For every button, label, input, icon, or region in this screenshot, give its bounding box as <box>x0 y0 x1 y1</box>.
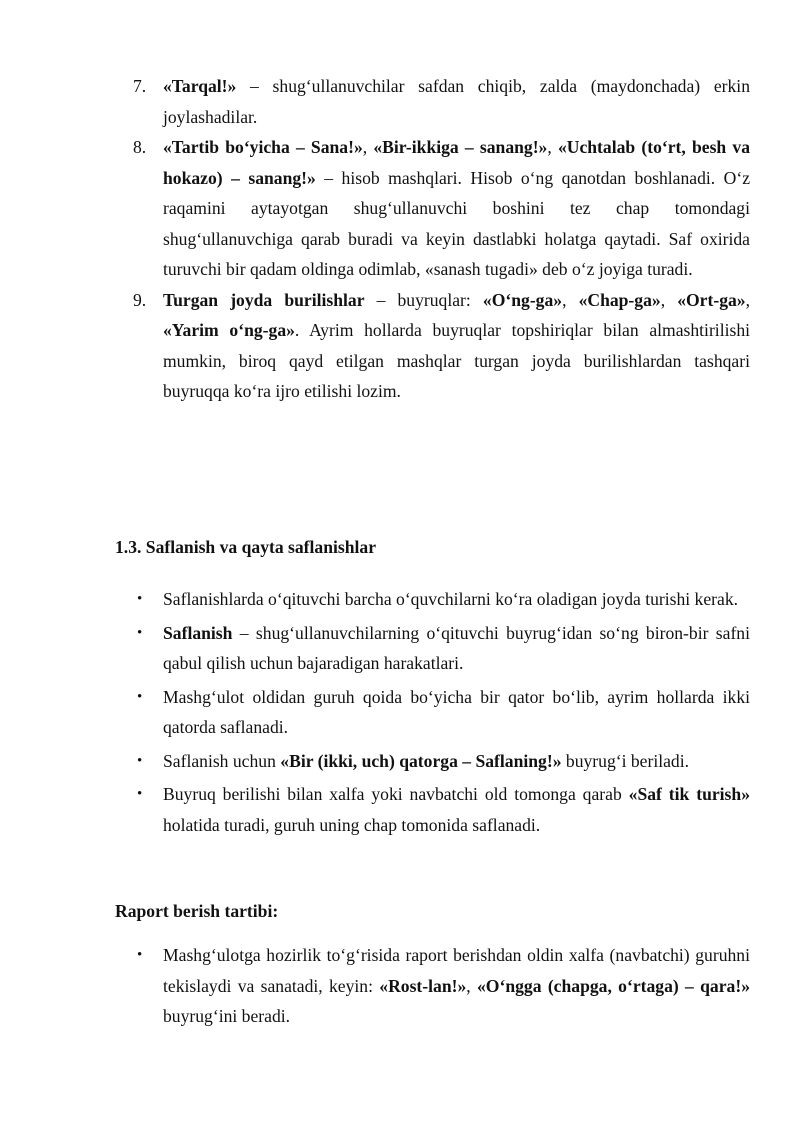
bullet-icon: • <box>137 752 143 769</box>
text-run: , <box>547 137 558 157</box>
text-run: , <box>362 137 374 157</box>
text-run: – shug‘ullanuvchilar safdan chiqib, zalda (maydonchada) erkin joylashadilar. <box>163 76 750 127</box>
bold-run: «O‘ng-ga» <box>482 289 563 310</box>
text-run: holatida turadi, guruh uning chap tomonida saflanadi. <box>163 814 541 835</box>
text-run: . Ayrim hollarda buyruqlar topshiriqlar bilan almashtirilishi mumkin, biroq qayd etilgan mashqlar turgan joyda burilishlardan tashqari buyruqqa ko‘ra ijro etilishi lozim. <box>163 320 751 401</box>
report-heading: Raport berish tartibi: <box>115 901 279 921</box>
bold-run: «Rost-lan!» <box>379 975 467 996</box>
list-item <box>137 746 750 777</box>
bold-run: «Ort-ga» <box>677 289 746 310</box>
list-item <box>133 71 750 132</box>
paragraph-text <box>163 290 750 402</box>
text-run: , <box>660 289 678 310</box>
list-item <box>133 285 750 407</box>
text-run: Saflanish uchun <box>163 750 281 771</box>
paragraph-text <box>163 589 738 609</box>
text-run: Mashg‘ulotga hozirlik to‘g‘risida raport berishdan oldin xalfa (navbatchi) guruhni tekislaydi va sanatadi, keyin: <box>163 945 750 996</box>
bold-run: «Saf tik turish» <box>628 784 750 804</box>
text-run: , <box>466 975 477 996</box>
item-number: 9. <box>133 289 147 310</box>
text-run: – shug‘ullanuvchilarning o‘qituvchi buyrug‘idan so‘ng biron-bir safni qabul qilish uchun bajaradigan harakatlari. <box>163 622 750 673</box>
paragraph-text <box>163 623 750 674</box>
text-run: Buyruq berilishi bilan xalfa yoki navbatchi old tomonga qarab <box>163 784 629 804</box>
bold-run: «Uchtalab (to‘rt, besh va hokazo) – sanang!» <box>163 137 750 188</box>
bullet-icon: • <box>137 786 143 802</box>
text-run: – buyruqlar: <box>364 289 483 310</box>
bold-run: «Tarqal!» <box>163 76 237 96</box>
item-number: 7. <box>133 76 147 96</box>
bullet-list <box>137 584 750 843</box>
bold-run: «Bir-ikkiga – sanang!» <box>373 137 548 157</box>
list-item <box>137 584 750 615</box>
paragraph-text <box>163 76 750 127</box>
paragraph-text <box>163 784 750 835</box>
text-run: , <box>745 289 750 310</box>
list-item <box>133 132 750 285</box>
numbered-list <box>133 71 750 407</box>
bold-run: «Chap-ga» <box>578 289 661 310</box>
paragraph-text <box>163 945 750 1026</box>
paragraph-text <box>163 687 750 738</box>
text-run: Saflanishlarda o‘qituvchi barcha o‘quvchilarni ko‘ra oladigan joyda turishi kerak. <box>163 589 739 609</box>
list-item <box>137 779 750 840</box>
bold-run: Turgan joyda burilishlar <box>163 289 365 310</box>
bold-run: «O‘ngga (chapga, o‘rtaga) – qara!» <box>477 975 750 996</box>
text-run: , <box>562 289 579 310</box>
text-run: – hisob mashqlari. Hisob o‘ng qanotdan boshlanadi. O‘z raqamini aytayotgan shug‘ullanuvchi boshini tez chap tomondagi shug‘ullanuvchiga qarab buradi va keyin dastlabki holatga qaytadi. Saf oxirida turuvchi bir qadam oldinga odimlab, «sanash tugadi» deb o‘z joyiga turadi. <box>163 167 750 279</box>
list-item <box>137 940 750 1032</box>
text-run: buyrug‘i beriladi. <box>561 750 690 771</box>
bold-run: «Bir (ikki, uch) qatorga – Saflaning!» <box>280 750 562 771</box>
report-bullet-list <box>137 940 750 1035</box>
list-item <box>137 682 750 743</box>
paragraph-text <box>163 751 689 771</box>
bullet-icon: • <box>137 947 143 963</box>
bold-run: «Yarim o‘ng-ga» <box>163 320 295 340</box>
list-item <box>137 618 750 679</box>
bullet-icon: • <box>137 688 143 705</box>
bullet-icon: • <box>137 624 143 641</box>
paragraph-text <box>163 137 750 279</box>
item-number: 8. <box>133 137 147 157</box>
text-run: buyrug‘ini beradi. <box>163 1006 291 1026</box>
bullet-icon: • <box>137 591 143 607</box>
section-heading: 1.3. Saflanish va qayta saflanishlar <box>115 537 377 557</box>
bold-run: «Tartib bo‘yicha – Sana!» <box>163 137 363 157</box>
text-run: Mashg‘ulot oldidan guruh qoida bo‘yicha bir qator bo‘lib, ayrim hollarda ikki qatorda saflanadi. <box>163 686 750 737</box>
bold-run: Saflanish <box>163 622 233 643</box>
